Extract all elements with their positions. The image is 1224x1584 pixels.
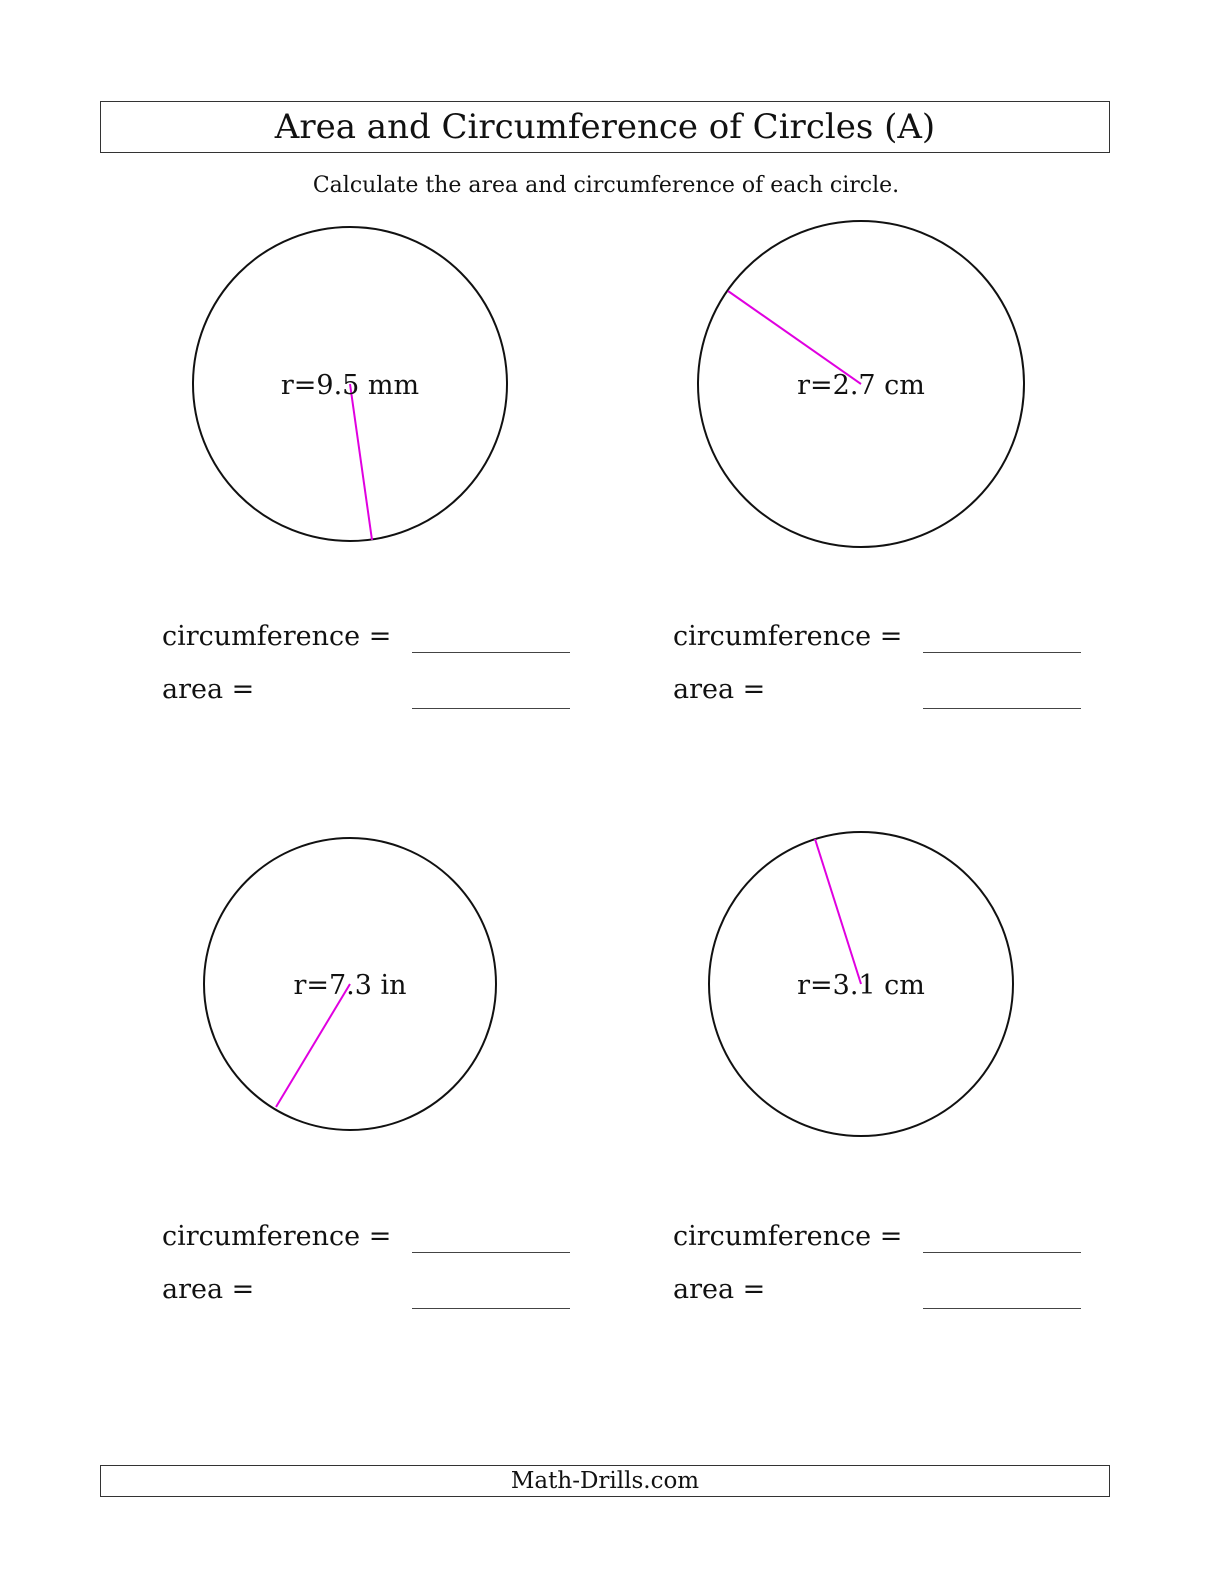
problem-2-area-answer-line[interactable] xyxy=(923,708,1081,709)
problem-1-radius-label: r=9.5 mm xyxy=(280,370,420,401)
problem-3-area-label: area = xyxy=(162,1274,255,1305)
problem-2-circumference-answer-line[interactable] xyxy=(923,652,1081,653)
problem-2-radius-label: r=2.7 cm xyxy=(797,370,925,401)
problem-1-figure xyxy=(193,227,507,541)
problem-1-circumference-answer-line[interactable] xyxy=(412,652,570,653)
footer-site-name: Math-Drills.com xyxy=(100,1465,1110,1497)
problem-3-circumference-label: circumference = xyxy=(162,1221,392,1252)
problem-1-radius-line xyxy=(350,384,372,540)
problem-4-area-label: area = xyxy=(673,1274,766,1305)
problem-3-radius-line xyxy=(276,984,350,1107)
problem-1-circumference-label: circumference = xyxy=(162,621,392,652)
problem-4-area-answer-line[interactable] xyxy=(923,1308,1081,1309)
problem-4-circumference-answer-line[interactable] xyxy=(923,1252,1081,1253)
problem-4-radius-line xyxy=(815,839,861,984)
problem-3-radius-label: r=7.3 in xyxy=(293,970,407,1001)
worksheet-title: Area and Circumference of Circles (A) xyxy=(100,101,1110,153)
problem-3-figure xyxy=(204,838,496,1130)
problem-4-figure xyxy=(709,832,1013,1136)
problem-2-figure xyxy=(698,221,1024,547)
problem-4-circumference-label: circumference = xyxy=(673,1221,903,1252)
problem-2-circumference-label: circumference = xyxy=(673,621,903,652)
problem-1-area-label: area = xyxy=(162,674,255,705)
problem-3-circumference-answer-line[interactable] xyxy=(412,1252,570,1253)
problem-3-area-answer-line[interactable] xyxy=(412,1308,570,1309)
problem-1-area-answer-line[interactable] xyxy=(412,708,570,709)
instructions-text: Calculate the area and circumference of each circle. xyxy=(312,173,900,198)
problem-2-area-label: area = xyxy=(673,674,766,705)
problem-4-radius-label: r=3.1 cm xyxy=(797,970,925,1001)
